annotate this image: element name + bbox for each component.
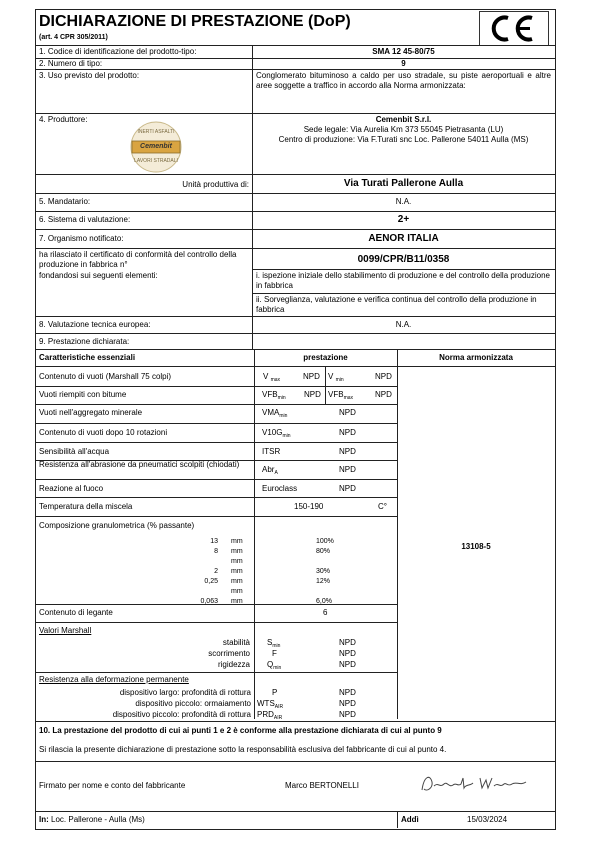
- eta-label: 8. Valutazione tecnica europea:: [39, 320, 151, 329]
- perf-col-characteristics: Caratteristiche essenziali: [39, 353, 136, 362]
- v10g-symbol: $V10G_{min}$: [262, 428, 291, 439]
- conformity-statement: 10. La prestazione del prodotto di cui ai punti 1 e 2 è conforme alla prestazione dichiarata di cui al punto 9: [39, 726, 442, 735]
- voids-vmin-value: NPD: [375, 372, 392, 381]
- water-sensitivity-label: Sensibilità all'acqua: [39, 447, 110, 456]
- assessment-system-value: 2+: [397, 214, 410, 225]
- grading-label: Composizione granulometrica (% passante): [39, 521, 195, 530]
- mix-temperature-label: Temperatura della miscela: [39, 502, 133, 511]
- fire-reaction-label: Reazione al fuoco: [39, 484, 104, 493]
- product-code-value: SMA 12 45-80/75: [372, 47, 435, 56]
- itsr-symbol: ITSR: [262, 447, 281, 456]
- wt-small-rut-value: NPD: [339, 699, 356, 708]
- euroclass-symbol: Euroclass: [262, 484, 298, 493]
- marshall-flow-label: scorrimento: [208, 649, 250, 658]
- logo-mid-text: Cemenbit: [140, 143, 172, 150]
- marshall-stability-symbol: $S_{min}$: [267, 638, 281, 649]
- grading-sieve-size: 13: [210, 538, 218, 545]
- producer-label: 4. Produttore:: [39, 115, 88, 124]
- logo-bot-text: LAVORI STRADALI: [134, 158, 178, 164]
- wt-large-value: NPD: [339, 688, 356, 697]
- type-number-value: 9: [401, 59, 406, 68]
- mandatary-value: N.A.: [395, 197, 412, 206]
- itsr-value: NPD: [339, 447, 356, 456]
- type-number-label: 2. Numero di tipo:: [39, 59, 103, 68]
- grading-sieve-size: 0,063: [200, 598, 218, 605]
- vma-value: NPD: [339, 408, 356, 417]
- producer-name: Cemenbit S.r.l.: [375, 115, 432, 124]
- producer-seat: Sede legale: Via Aurelia Km 373 55045 Pietrasanta (LU): [303, 125, 504, 134]
- date-value: 15/03/2024: [467, 815, 508, 824]
- mix-temperature-unit: C°: [378, 502, 387, 511]
- grading-passing-pct: 12%: [316, 578, 331, 585]
- logo-top-text: INERTI ASFALTI: [137, 129, 175, 135]
- wt-small-depth-value: NPD: [339, 710, 356, 719]
- producer-plant: Centro di produzione: Via F.Turati snc Loc. Pallerone 54011 Aulla (MS): [278, 135, 529, 144]
- certificate-number: 0099/CPR/B11/0358: [357, 254, 450, 265]
- marshall-flow-symbol: F: [272, 649, 277, 658]
- abrasion-symbol: Abr$_A$: [262, 465, 278, 476]
- eta-value: N.A.: [395, 320, 412, 329]
- vfb-max-value: NPD: [375, 390, 392, 399]
- grading-unit: mm: [231, 598, 243, 605]
- notified-body-value: AENOR ITALIA: [368, 233, 439, 244]
- voids-vmax-value: NPD: [303, 372, 320, 381]
- grading-passing-pct: 6,0%: [316, 598, 332, 605]
- wt-small-depth-symbol: $PRD_{AIR}$: [257, 710, 283, 721]
- wt-small-depth-label: dispositivo piccolo: profondità di rottura: [112, 710, 251, 719]
- unit-value: Via Turati Pallerone Aulla: [343, 178, 464, 189]
- binder-content-label: Contenuto di legante: [39, 608, 113, 617]
- based-on-label: fondandosi sui seguenti elementi:: [39, 271, 158, 280]
- abrasion-value: NPD: [339, 465, 356, 474]
- product-code-label: 1. Codice di identificazione del prodotto-tipo:: [39, 47, 197, 56]
- grading-passing-pct: 30%: [316, 568, 331, 575]
- grading-passing-pct: 100%: [316, 538, 334, 545]
- certificate-label: ha rilasciato il certificato di conformità del controllo della produzione in fabbrica n°: [39, 250, 237, 269]
- vfb-max: $VFB_{max}$: [328, 390, 354, 401]
- wt-large-symbol: P: [272, 688, 278, 697]
- grading-sieve-size: 8: [214, 548, 218, 555]
- mix-temperature-value: 150-190: [294, 502, 324, 511]
- mandatary-label: 5. Mandatario:: [39, 197, 91, 206]
- marshall-stiffness-label: rigidezza: [217, 660, 250, 669]
- marshall-values-label: Valori Marshall: [39, 626, 92, 635]
- vma-symbol: $VMA_{min}$: [262, 408, 288, 419]
- ce-mark-logo: [479, 11, 549, 46]
- vfb-label: Vuoti riempiti con bitume: [39, 390, 127, 399]
- doc-subtitle: (art. 4 CPR 305/2011): [39, 34, 108, 41]
- unit-label: Unità produttiva di:: [182, 180, 249, 189]
- abrasion-label: Resistenza all'abrasione da pneumatici scolpiti (chiodati): [39, 460, 240, 469]
- perf-col-performance: prestazione: [303, 353, 348, 362]
- binder-content-value: 6: [323, 608, 328, 617]
- element-i: i. ispezione iniziale dello stabilimento di produzione e del controllo della produzione in fabbrica: [256, 271, 550, 290]
- perf-col-norm: Norma armonizzata: [439, 353, 513, 362]
- wt-small-rut-symbol: $WTS_{AIR}$: [257, 699, 284, 710]
- signer-name: Marco BERTONELLI: [285, 781, 359, 790]
- voids-vmin: V $_{min}$: [328, 372, 344, 383]
- declared-performance-label: 9. Prestazione dichiarata:: [39, 337, 130, 346]
- grading-unit: mm: [231, 548, 243, 555]
- grading-sieve-size: 2: [214, 568, 218, 575]
- assessment-system-label: 6. Sistema di valutazione:: [39, 215, 131, 224]
- grading-passing-pct: 80%: [316, 548, 331, 555]
- doc-title: DICHIARAZIONE DI PRESTAZIONE (DoP): [39, 13, 351, 30]
- signature-image: [418, 770, 530, 798]
- intended-use-value: Conglomerato bituminoso a caldo per uso stradale, su piste aeroportuali e altre aree soggette a traffico in accordo alla Norma armonizzata:: [256, 71, 551, 90]
- place: In: Loc. Pallerone - Aulla (Ms): [39, 815, 145, 824]
- vma-label: Vuoti nell'aggregato minerale: [39, 408, 143, 417]
- deformation-label: Resistenza alla deformazione permanente: [39, 675, 189, 684]
- marshall-stiffness-symbol: $Q_{min}$: [267, 660, 282, 671]
- issue-statement: Si rilascia la presente dichiarazione di prestazione sotto la responsabilità esclusiva del fabbricante di cui al punto 4.: [39, 745, 447, 754]
- wt-small-rut-label: dispositivo piccolo: ormaiamento: [135, 699, 251, 708]
- vfb-min: $VFB_{min}$: [262, 390, 286, 401]
- cemenbit-logo: [130, 121, 182, 173]
- wt-large-label: dispositivo largo: profondità di rottura: [119, 688, 251, 697]
- marshall-stability-label: stabilità: [222, 638, 250, 647]
- notified-body-label: 7. Organismo notificato:: [39, 234, 124, 243]
- grading-unit: mm: [231, 558, 243, 565]
- euroclass-value: NPD: [339, 484, 356, 493]
- voids-vmax: V $_{max}$: [263, 372, 281, 383]
- ce-mark-icon: [480, 12, 548, 45]
- signed-label: Firmato per nome e conto del fabbricante: [39, 781, 186, 790]
- vfb-min-value: NPD: [304, 390, 321, 399]
- grading-unit: mm: [231, 538, 243, 545]
- grading-unit: mm: [231, 568, 243, 575]
- marshall-stiffness-value: NPD: [339, 660, 356, 669]
- element-ii: ii. Sorveglianza, valutazione e verifica continua del controllo della produzione in fabbrica: [256, 295, 537, 314]
- v10g-label: Contenuto di vuoti dopo 10 rotazioni: [39, 428, 168, 437]
- grading-unit: mm: [231, 588, 243, 595]
- intended-use-label: 3. Uso previsto del prodotto:: [39, 71, 140, 80]
- marshall-flow-value: NPD: [339, 649, 356, 658]
- grading-unit: mm: [231, 578, 243, 585]
- harmonized-norm-value: 13108-5: [461, 542, 491, 551]
- date-label: Addì: [401, 815, 419, 824]
- marshall-stability-value: NPD: [339, 638, 356, 647]
- v10g-value: NPD: [339, 428, 356, 437]
- grading-sieve-size: 0,25: [204, 578, 218, 585]
- voids-label: Contenuto di vuoti (Marshall 75 colpi): [39, 372, 172, 381]
